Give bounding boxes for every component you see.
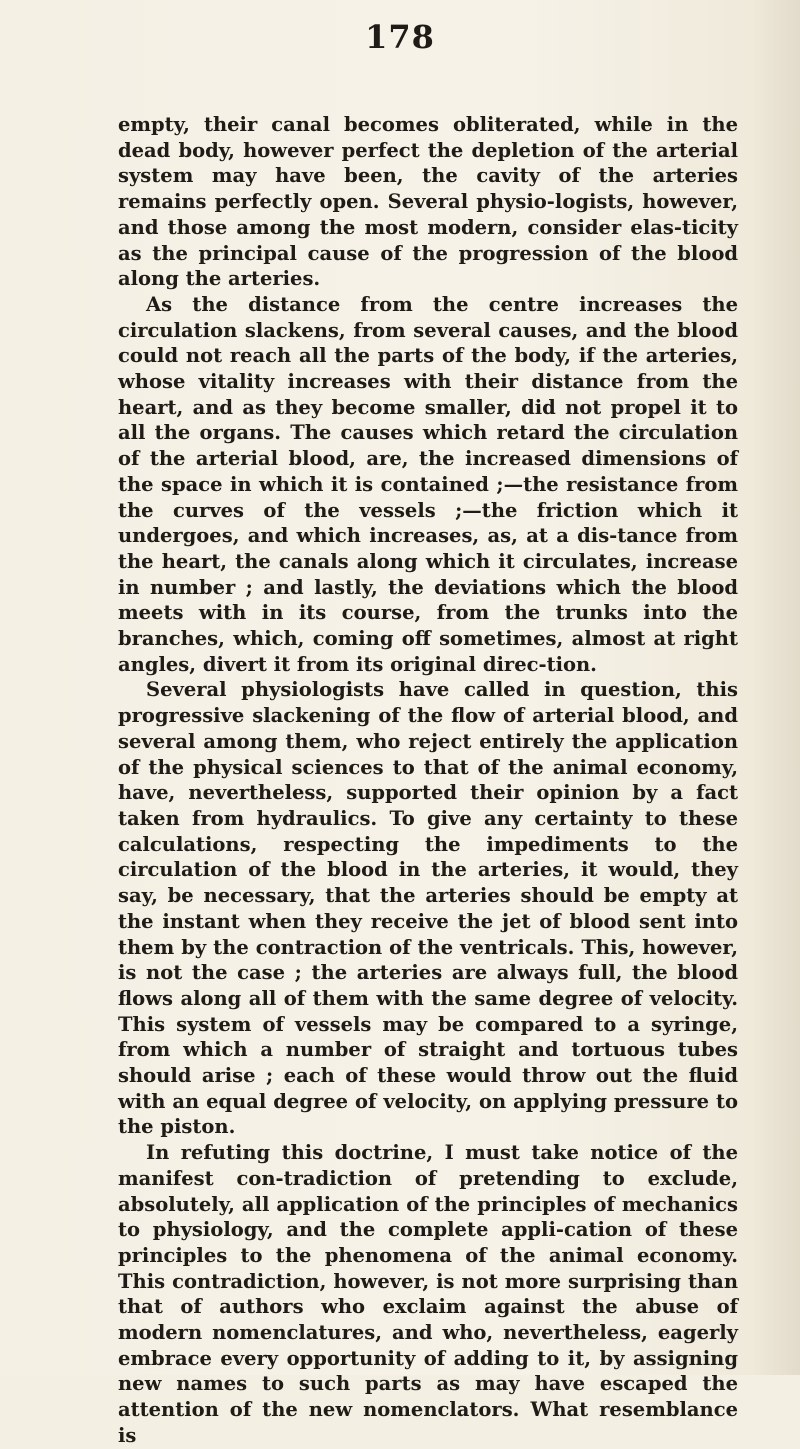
paragraph-refuting-doctrine: In refuting this doctrine, I must take notice of the manifest con-tradiction of pretending to exclude, absolutely, all application of the principles of mechanics to physiology, and the complete appli-cation of these principles to the phenomena of the animal economy. This contradiction, however, is not more surprising than that of authors who exclaim against the abuse of modern nomenclatures, and who, nevertheless, eagerly embrace every opportunity of adding to it, by assigning new names to such parts as may have escaped the attention of the new nomenclators. What resemblance is xyxy=(118,1141,738,1447)
paragraph-continuation: empty, their canal becomes obliterated, while in the dead body, however perfect the depletion of the arterial system may have been, the cavity of the arteries remains perfectly open. Several physio-logists, however, and those among the most modern, consider elas-ticity as the principal cause of the progression of the blood along the arteries. xyxy=(118,113,738,291)
paragraph-circulation-slackening: As the distance from the centre increases the circulation slackens, from several causes, and the blood could not reach all the parts of the body, if the arteries, whose vitality increases with their distance from the heart, and as they become smaller, did not propel it to all the organs. The causes which retard the circulation of the arterial blood, are, the increased dimensions of the space in which it is contained ;—the resistance from the curves of the vessels ;—the friction which it undergoes, and which increases, as, at a dis-tance from the heart, the canals along which it circulates, increase in number ; and lastly, the deviations which the blood meets with in its course, from the trunks into the branches, which, coming off sometimes, almost at right angles, divert it from its original direc-tion. xyxy=(118,292,738,676)
paragraph-physiologists-question: Several physiologists have called in question, this progressive slackening of the flow of arterial blood, and several among them, who reject entirely the application of the physical sciences to that of the animal economy, have, nevertheless, supported their opinion by a fact taken from hydraulics. To give any certainty to these calculations, respecting the impediments to the circulation of the blood in the arteries, it would, they say, be necessary, that the arteries should be empty at the instant when they receive the jet of blood sent into them by the contraction of the ventricals. This, however, is not the case ; the arteries are always full, the blood flows along all of them with the same degree of velocity. This system of vessels may be compared to a syringe, from which a number of straight and tortuous tubes should arise ; each of these would throw out the fluid with an equal degree of velocity, on applying pressure to the piston. xyxy=(118,678,738,1139)
page-number: 178 xyxy=(365,18,435,56)
body-text xyxy=(118,112,738,1449)
